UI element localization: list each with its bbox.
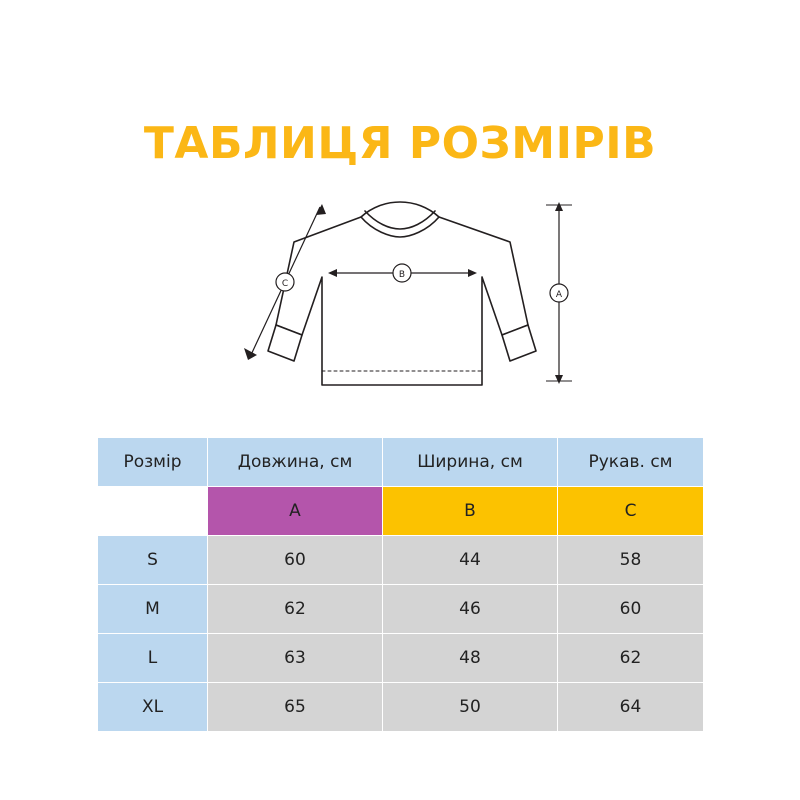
cell-sleeve: 60 (558, 585, 704, 634)
cell-length: 63 (208, 634, 383, 683)
cell-size: S (98, 536, 208, 585)
garment-diagram-svg (210, 185, 590, 410)
cell-length: 60 (208, 536, 383, 585)
cell-size: M (98, 585, 208, 634)
cell-sleeve: 62 (558, 634, 704, 683)
cell-size: L (98, 634, 208, 683)
dimension-b-label: B (398, 270, 406, 280)
column-header-length: Довжина, см (208, 438, 383, 487)
table-row (98, 585, 704, 634)
cell-width: 44 (383, 536, 558, 585)
size-table-wrapper (97, 437, 703, 732)
page-title: ТАБЛИЦЯ РОЗМІРІВ (143, 118, 657, 169)
garment-diagram (210, 185, 590, 410)
table-letter-row (98, 487, 704, 536)
table-row (98, 634, 704, 683)
table-header-row (98, 438, 704, 487)
cell-width: 48 (383, 634, 558, 683)
letter-cell-c: C (558, 487, 704, 536)
cell-sleeve: 58 (558, 536, 704, 585)
column-header-sleeve: Рукав. см (558, 438, 704, 487)
dimension-a-label: A (555, 290, 563, 300)
cell-length: 62 (208, 585, 383, 634)
dimension-c-label: C (281, 279, 289, 289)
cell-width: 46 (383, 585, 558, 634)
cell-size: XL (98, 683, 208, 732)
table-row (98, 536, 704, 585)
letter-cell-empty (98, 487, 208, 536)
cell-width: 50 (383, 683, 558, 732)
cell-length: 65 (208, 683, 383, 732)
column-header-size: Розмір (98, 438, 208, 487)
table-row (98, 683, 704, 732)
letter-cell-a: A (208, 487, 383, 536)
column-header-width: Ширина, см (383, 438, 558, 487)
size-table (97, 437, 704, 732)
letter-cell-b: B (383, 487, 558, 536)
cell-sleeve: 64 (558, 683, 704, 732)
